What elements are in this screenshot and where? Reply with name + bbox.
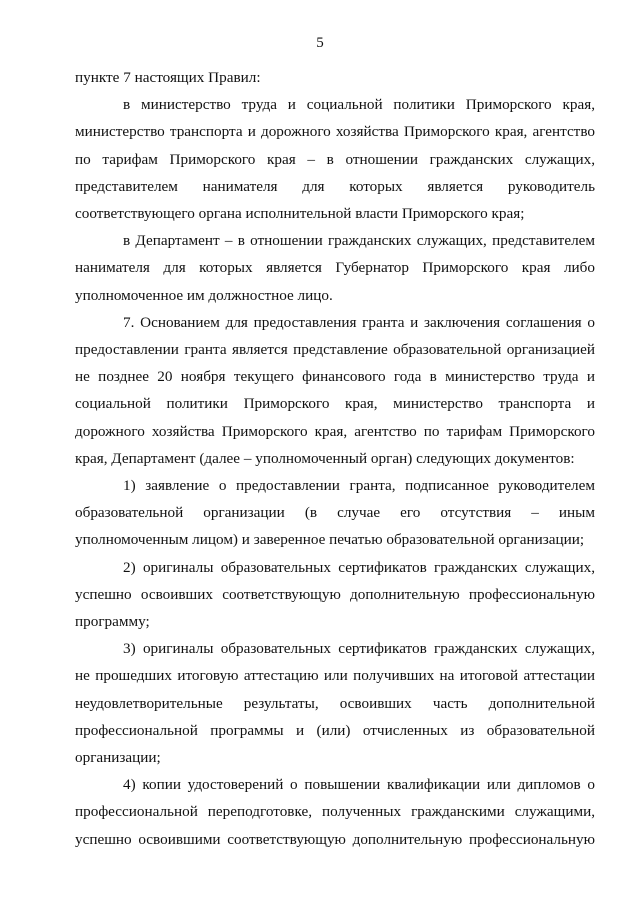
- paragraph-department: в Департамент – в отношении гражданских служащих, представителем нанимателя для которых является Губернатор Приморского края либо уполномоченное им должностное лицо.: [75, 232, 595, 304]
- paragraph-continuation: пункте 7 настоящих Правил:: [75, 69, 261, 86]
- list-item-1: 1) заявление о предоставлении гранта, подписанное руководителем образовательной организации (в случае его отсутствия – иным уполномоченным лицом) и заверенное печатью образовательной организации;: [75, 477, 595, 549]
- document-body: [75, 64, 595, 853]
- list-item-4: 4) копии удостоверений о повышении квалификации или дипломов о профессиональной переподготовке, полученных гражданскими служащими, успешно освоившими соответствующую дополнительную профессиональную: [75, 776, 595, 848]
- list-item-3: 3) оригиналы образовательных сертификатов гражданских служащих, не прошедших итоговую аттестацию или получивших на итоговой аттестации неудовлетворительные результаты, освоивших часть дополнительной профессиональной программы и (или) отчисленных из образовательной организации;: [75, 640, 595, 767]
- list-item-2: 2) оригиналы образовательных сертификатов гражданских служащих, успешно освоивших соответствующую дополнительную профессиональную программу;: [75, 558, 595, 631]
- paragraph-ministries: в министерство труда и социальной политики Приморского края, министерство транспорта и дорожного хозяйства Приморского края, агентство по тарифам Приморского края – в отношении гражданских служащих, представителем нанимателя для которых является руководитель соответствующего органа исполнительной власти Приморского края;: [75, 96, 595, 223]
- page-number: 5: [316, 35, 324, 51]
- paragraph-item-7: 7. Основанием для предоставления гранта и заключения соглашения о предоставлении гранта является представление образовательной организацией не позднее 20 ноября текущего финансового года в министерство труда и социальной политики Приморского края, министерство транспорта и дорожного хозяйства Приморского края, агентство по тарифам Приморского края, Департамент (далее – уполномоченный орган) следующих документов:: [75, 313, 595, 467]
